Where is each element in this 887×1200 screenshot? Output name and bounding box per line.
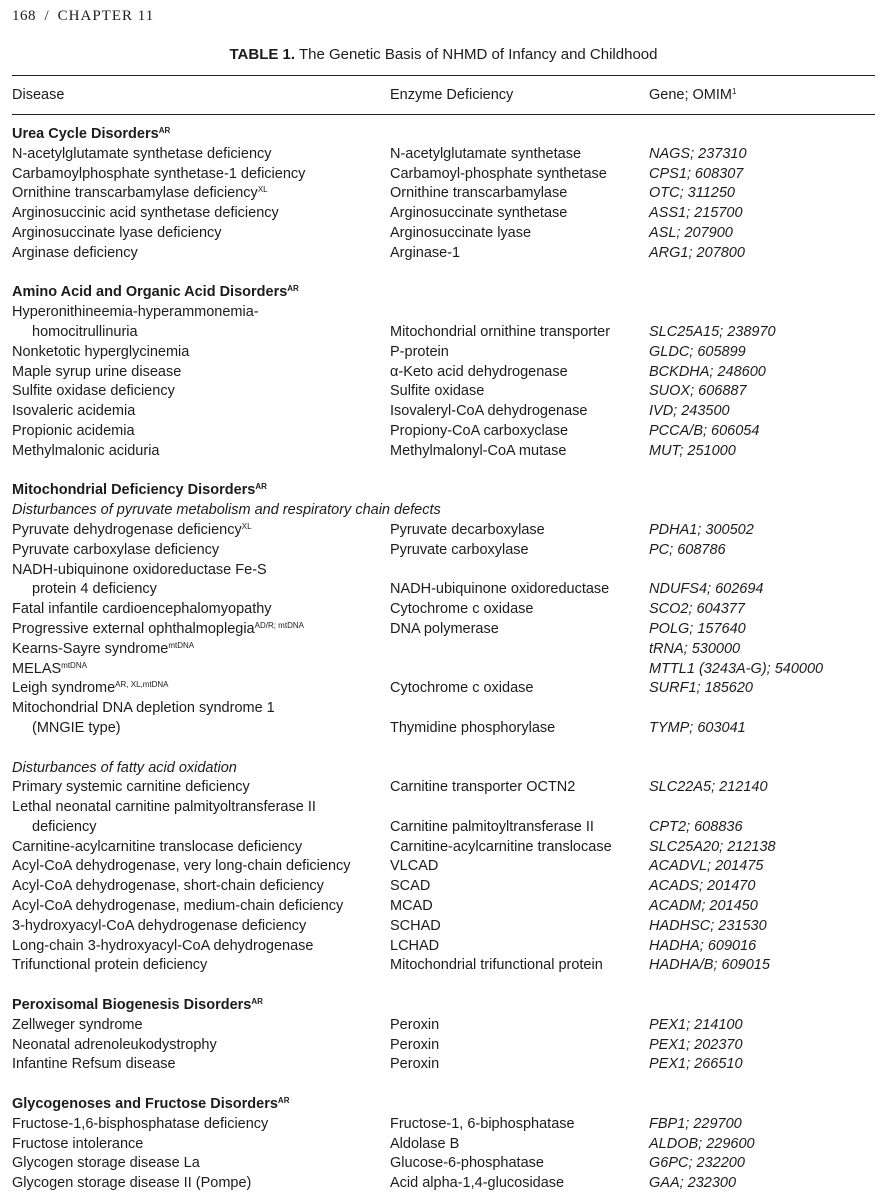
section-heading-row: [12, 1095, 875, 1115]
table-row: [12, 719, 875, 739]
inheritance-superscript: AR: [287, 284, 299, 294]
table-row: [12, 897, 875, 917]
disease-cell: [12, 363, 390, 383]
gene-cell: [649, 303, 875, 323]
gene-cell: ASL; 207900: [649, 224, 733, 241]
disease-text: Acyl-CoA dehydrogenase, medium-chain deficiency: [12, 898, 344, 915]
disease-text: Progressive external ophthalmoplegia: [12, 620, 255, 637]
enzyme-cell: Carnitine palmitoyltransferase II: [390, 818, 594, 835]
disease-text: Infantine Refsum disease: [12, 1056, 176, 1073]
subsection-heading-row: [12, 759, 875, 779]
gene-cell: [649, 798, 875, 818]
disease-text: Mitochondrial Deficiency Disorders: [12, 482, 256, 499]
gene-cell: [649, 481, 875, 501]
enzyme-cell: LCHAD: [390, 937, 440, 954]
gene-cell: PC; 608786: [649, 541, 726, 558]
disease-cell: [12, 818, 390, 838]
inheritance-superscript: mtDNA: [168, 640, 195, 650]
enzyme-cell: DNA polymerase: [390, 620, 499, 637]
running-head: [12, 8, 154, 25]
table-header-rule: [12, 114, 875, 115]
disease-cell: [12, 620, 390, 640]
disease-cell: [12, 838, 390, 858]
disease-cell: [12, 640, 390, 660]
gene-cell: ALDOB; 229600: [649, 1135, 755, 1152]
disease-text: Zellweger syndrome: [12, 1016, 143, 1033]
gene-cell: GAA; 232300: [649, 1175, 737, 1192]
disease-cell: [12, 521, 390, 541]
disease-cell: [12, 937, 390, 957]
gene-cell: ACADS; 201470: [649, 878, 756, 895]
spacer-row: [12, 976, 875, 996]
table-row: [12, 778, 875, 798]
gene-cell: ACADM; 201450: [649, 898, 758, 915]
table-row: [12, 1135, 875, 1155]
disease-text: 3-hydroxyacyl-CoA dehydrogenase deficiency: [12, 917, 307, 934]
section-title: [12, 996, 390, 1016]
disease-cell: [12, 877, 390, 897]
disease-text: Carnitine-acylcarnitine translocase deficiency: [12, 838, 303, 855]
disease-cell: [12, 343, 390, 363]
section-heading-row: [12, 125, 875, 145]
gene-cell: SLC25A20; 212138: [649, 838, 776, 855]
disease-cell: [12, 442, 390, 462]
gene-cell: ASS1; 215700: [649, 205, 743, 222]
disease-text: Carbamoylphosphate synthetase-1 deficiency: [12, 165, 306, 182]
disease-text: Arginase deficiency: [12, 244, 138, 261]
table-row: [12, 620, 875, 640]
enzyme-cell: SCHAD: [390, 917, 441, 934]
disease-cell: [12, 422, 390, 442]
enzyme-cell: NADH-ubiquinone oxidoreductase: [390, 581, 610, 598]
gene-cell: HADHA; 609016: [649, 937, 757, 954]
gene-cell: [649, 125, 875, 145]
enzyme-cell: Methylmalonyl-CoA mutase: [390, 442, 567, 459]
enzyme-cell: [390, 798, 649, 818]
table-row: [12, 422, 875, 442]
table-row: [12, 244, 875, 264]
disease-cell: [12, 541, 390, 561]
gene-cell: SCO2; 604377: [649, 601, 745, 618]
disease-cell: [12, 303, 390, 323]
disease-cell: [12, 699, 390, 719]
enzyme-cell: Arginosuccinate lyase: [390, 224, 532, 241]
disease-cell: [12, 778, 390, 798]
table-row: [12, 917, 875, 937]
enzyme-cell: [390, 125, 649, 145]
disease-text: Isovaleric acidemia: [12, 403, 136, 420]
table-row: [12, 165, 875, 185]
enzyme-cell: Thymidine phosphorylase: [390, 719, 556, 736]
disease-text: Ornithine transcarbamylase deficiency: [12, 185, 258, 202]
table-caption-text: The Genetic Basis of NHMD of Infancy and Childhood: [295, 46, 658, 63]
spacer-row: [12, 462, 875, 482]
enzyme-cell: MCAD: [390, 898, 433, 915]
disease-text: Methylmalonic aciduria: [12, 442, 160, 459]
enzyme-cell: Glucose-6-phosphatase: [390, 1155, 544, 1172]
inheritance-superscript: AR: [251, 997, 263, 1007]
enzyme-cell: Isovaleryl-CoA dehydrogenase: [390, 403, 588, 420]
disease-text: NADH-ubiquinone oxidoreductase Fe-S: [12, 561, 267, 578]
section-heading-row: [12, 481, 875, 501]
gene-cell: SLC25A15; 238970: [649, 323, 776, 340]
disease-text: Neonatal adrenoleukodystrophy: [12, 1036, 217, 1053]
table-body: [12, 125, 875, 1194]
enzyme-cell: Ornithine transcarbamylase: [390, 185, 568, 202]
disease-text: Maple syrup urine disease: [12, 363, 182, 380]
disease-cell: [12, 561, 390, 581]
gene-cell: [649, 759, 875, 779]
gene-cell: NAGS; 237310: [649, 145, 747, 162]
disease-cell: [12, 1016, 390, 1036]
disease-cell: [12, 1174, 390, 1194]
section-heading-row: [12, 996, 875, 1016]
disease-text: Fatal infantile cardioencephalomyopathy: [12, 601, 272, 618]
disease-cell: [12, 145, 390, 165]
disease-text: Long-chain 3-hydroxyacyl-CoA dehydrogenase: [12, 937, 314, 954]
table-row: [12, 1154, 875, 1174]
disease-text: Fructose-1,6-bisphosphatase deficiency: [12, 1115, 269, 1132]
gene-cell: HADHSC; 231530: [649, 917, 767, 934]
disease-cell: [12, 402, 390, 422]
table-row: [12, 679, 875, 699]
inheritance-superscript: AR, XL,mtDNA: [115, 680, 169, 690]
gene-cell: GLDC; 605899: [649, 343, 746, 360]
gene-cell: ACADVL; 201475: [649, 858, 764, 875]
running-head-separator: /: [44, 8, 50, 24]
table-row: [12, 561, 875, 581]
disease-text: homocitrullinuria: [32, 323, 138, 340]
disease-cell: [12, 1115, 390, 1135]
disease-text: (MNGIE type): [32, 719, 121, 736]
enzyme-cell: Arginase-1: [390, 244, 461, 261]
disease-text: Kearns-Sayre syndrome: [12, 640, 169, 657]
table-row: [12, 937, 875, 957]
table-row: [12, 204, 875, 224]
enzyme-cell: α-Keto acid dehydrogenase: [390, 363, 568, 380]
enzyme-cell: Aldolase B: [390, 1135, 460, 1152]
disease-text: Sulfite oxidase deficiency: [12, 383, 175, 400]
enzyme-cell: Arginosuccinate synthetase: [390, 205, 568, 222]
enzyme-cell: Carnitine-acylcarnitine translocase: [390, 838, 612, 855]
gene-cell: BCKDHA; 248600: [649, 363, 766, 380]
gene-cell: CPS1; 608307: [649, 165, 744, 182]
table-top-rule: [12, 75, 875, 76]
section-title: [12, 283, 390, 303]
table-row: [12, 857, 875, 877]
page-number: 168: [12, 8, 36, 24]
disease-text: Glycogenoses and Fructose Disorders: [12, 1096, 278, 1113]
inheritance-superscript: AR: [158, 126, 171, 135]
gene-cell: SUOX; 606887: [649, 383, 747, 400]
table-row: [12, 303, 875, 323]
enzyme-cell: [390, 283, 649, 303]
disease-cell: [12, 1154, 390, 1174]
disease-cell: [12, 798, 390, 818]
disease-text: Peroxisomal Biogenesis Disorders: [12, 997, 252, 1014]
table-row: [12, 224, 875, 244]
gene-cell: CPT2; 608836: [649, 818, 743, 835]
table-row: [12, 699, 875, 719]
enzyme-cell: [390, 303, 649, 323]
enzyme-cell: Peroxin: [390, 1056, 440, 1073]
gene-cell: ARG1; 207800: [649, 244, 745, 261]
table-row: [12, 402, 875, 422]
table-row: [12, 838, 875, 858]
enzyme-cell: [390, 561, 649, 581]
disease-cell: [12, 382, 390, 402]
gene-cell: HADHA/B; 609015: [649, 957, 770, 974]
enzyme-cell: Pyruvate carboxylase: [390, 541, 529, 558]
enzyme-cell: [390, 699, 649, 719]
disease-cell: [12, 184, 390, 204]
table-row: [12, 1036, 875, 1056]
enzyme-cell: Pyruvate decarboxylase: [390, 521, 545, 538]
section-title: [12, 1095, 390, 1115]
enzyme-cell: [390, 660, 649, 680]
table-row: [12, 363, 875, 383]
gene-cell: PDHA1; 300502: [649, 521, 754, 538]
enzyme-cell: [390, 996, 649, 1016]
enzyme-cell: Carnitine transporter OCTN2: [390, 779, 576, 796]
subsection-title: [12, 501, 441, 521]
inheritance-superscript: AR: [255, 482, 267, 492]
disease-cell: [12, 1135, 390, 1155]
disease-cell: [12, 857, 390, 877]
gene-cell: PCCA/B; 606054: [649, 422, 760, 439]
column-header-gene: [649, 87, 736, 103]
inheritance-superscript: mtDNA: [61, 660, 87, 670]
gene-cell: OTC; 311250: [649, 185, 735, 202]
gene-cell: IVD; 243500: [649, 403, 730, 420]
enzyme-cell: SCAD: [390, 878, 431, 895]
section-title: [12, 481, 390, 501]
disease-text: Mitochondrial DNA depletion syndrome 1: [12, 700, 275, 717]
table-row: [12, 798, 875, 818]
gene-cell: SURF1; 185620: [649, 680, 753, 697]
gene-cell: SLC22A5; 212140: [649, 779, 768, 796]
table-caption-label: TABLE 1.: [229, 46, 296, 63]
gene-cell: PEX1; 214100: [649, 1016, 743, 1033]
table-row: [12, 1016, 875, 1036]
disease-text: N-acetylglutamate synthetase deficiency: [12, 145, 272, 162]
table-row: [12, 580, 875, 600]
table-row: [12, 956, 875, 976]
disease-cell: [12, 917, 390, 937]
gene-cell: [649, 501, 875, 521]
disease-cell: [12, 165, 390, 185]
spacer-row: [12, 739, 875, 759]
disease-text: Trifunctional protein deficiency: [12, 957, 208, 974]
disease-cell: [12, 600, 390, 620]
gene-cell: [649, 283, 875, 303]
inheritance-superscript: XL: [241, 521, 252, 531]
table-row: [12, 1115, 875, 1135]
disease-text: Disturbances of pyruvate metabolism and respiratory chain defects: [12, 502, 441, 519]
disease-text: Hyperonithineemia-hyperammonemia-: [12, 304, 259, 321]
table-row: [12, 660, 875, 680]
table-caption: [0, 46, 887, 63]
disease-text: Glycogen storage disease La: [12, 1155, 200, 1172]
disease-cell: [12, 719, 390, 739]
section-title: [12, 125, 390, 145]
disease-text: Amino Acid and Organic Acid Disorders: [12, 284, 288, 301]
disease-cell: [12, 1036, 390, 1056]
disease-cell: [12, 897, 390, 917]
table-row: [12, 1174, 875, 1194]
table-row: [12, 382, 875, 402]
subsection-title: [12, 759, 390, 779]
gene-cell: [649, 996, 875, 1016]
table-row: [12, 323, 875, 343]
enzyme-cell: Fructose-1, 6-biphosphatase: [390, 1115, 575, 1132]
gene-cell: FBP1; 229700: [649, 1115, 742, 1132]
enzyme-cell: [390, 1095, 649, 1115]
table-row: [12, 640, 875, 660]
chapter-label: CHAPTER 11: [57, 8, 155, 24]
gene-cell: MUT; 251000: [649, 442, 736, 459]
disease-text: Primary systemic carnitine deficiency: [12, 779, 250, 796]
disease-text: Glycogen storage disease II (Pompe): [12, 1175, 252, 1192]
enzyme-cell: Cytochrome c oxidase: [390, 680, 534, 697]
disease-cell: [12, 660, 390, 680]
gene-cell: PEX1; 266510: [649, 1056, 743, 1073]
gene-cell: TYMP; 603041: [649, 719, 746, 736]
table-row: [12, 600, 875, 620]
table-row: [12, 541, 875, 561]
gene-cell: MTTL1 (3243A-G); 540000: [649, 660, 824, 677]
disease-text: Arginosuccinate lyase deficiency: [12, 224, 222, 241]
enzyme-cell: Sulfite oxidase: [390, 383, 485, 400]
inheritance-superscript: XL: [257, 185, 268, 195]
disease-cell: [12, 204, 390, 224]
enzyme-cell: Mitochondrial trifunctional protein: [390, 957, 603, 974]
table-row: [12, 184, 875, 204]
disease-cell: [12, 580, 390, 600]
table-row: [12, 521, 875, 541]
subsection-heading-row: [12, 501, 875, 521]
enzyme-cell: Peroxin: [390, 1036, 440, 1053]
disease-text: Urea Cycle Disorders: [12, 126, 159, 142]
enzyme-cell: VLCAD: [390, 858, 439, 875]
disease-cell: [12, 224, 390, 244]
table-row: [12, 818, 875, 838]
disease-text: deficiency: [32, 818, 97, 835]
disease-text: Acyl-CoA dehydrogenase, short-chain deficiency: [12, 878, 324, 895]
column-header-disease: Disease: [12, 87, 65, 103]
disease-text: protein 4 deficiency: [32, 581, 157, 598]
table-row: [12, 145, 875, 165]
enzyme-cell: Peroxin: [390, 1016, 440, 1033]
enzyme-cell: N-acetylglutamate synthetase: [390, 145, 582, 162]
disease-cell: [12, 956, 390, 976]
disease-cell: [12, 244, 390, 264]
disease-text: MELAS: [12, 660, 62, 677]
table-row: [12, 1055, 875, 1075]
inheritance-superscript: AD/R; mtDNA: [254, 620, 304, 630]
disease-text: Propionic acidemia: [12, 422, 135, 439]
footnote-marker: 1: [732, 87, 737, 96]
gene-cell: [649, 1095, 875, 1115]
gene-cell: PEX1; 202370: [649, 1036, 743, 1053]
gene-cell: [649, 561, 875, 581]
disease-text: Disturbances of fatty acid oxidation: [12, 759, 237, 776]
disease-text: Arginosuccinic acid synthetase deficiency: [12, 205, 279, 222]
table-row: [12, 877, 875, 897]
inheritance-superscript: AR: [277, 1096, 290, 1106]
spacer-row: [12, 264, 875, 284]
disease-cell: [12, 323, 390, 343]
section-heading-row: [12, 283, 875, 303]
column-header-gene-label: Gene; OMIM: [649, 87, 732, 103]
disease-cell: [12, 1055, 390, 1075]
enzyme-cell: [390, 481, 649, 501]
disease-text: Pyruvate dehydrogenase deficiency: [12, 521, 242, 538]
disease-text: Lethal neonatal carnitine palmityoltransferase II: [12, 799, 316, 816]
enzyme-cell: [390, 759, 649, 779]
disease-text: Pyruvate carboxylase deficiency: [12, 541, 220, 558]
gene-cell: tRNA; 530000: [649, 640, 741, 657]
disease-text: Acyl-CoA dehydrogenase, very long-chain deficiency: [12, 858, 351, 875]
disease-text: Leigh syndrome: [12, 680, 116, 697]
enzyme-cell: Propiony-CoA carboxyclase: [390, 422, 569, 439]
enzyme-cell: [390, 640, 649, 660]
enzyme-cell: Acid alpha-1,4-glucosidase: [390, 1175, 565, 1192]
enzyme-cell: Carbamoyl-phosphate synthetase: [390, 165, 607, 182]
enzyme-cell: Cytochrome c oxidase: [390, 601, 534, 618]
gene-cell: G6PC; 232200: [649, 1155, 745, 1172]
column-header-enzyme: Enzyme Deficiency: [390, 87, 514, 103]
enzyme-cell: Mitochondrial ornithine transporter: [390, 323, 611, 340]
gene-cell: NDUFS4; 602694: [649, 581, 764, 598]
gene-cell: POLG; 157640: [649, 620, 746, 637]
disease-text: Fructose intolerance: [12, 1135, 144, 1152]
enzyme-cell: [390, 501, 649, 521]
enzyme-cell: P-protein: [390, 343, 449, 360]
table-row: [12, 343, 875, 363]
spacer-row: [12, 1075, 875, 1095]
disease-text: Nonketotic hyperglycinemia: [12, 343, 190, 360]
disease-cell: [12, 679, 390, 699]
gene-cell: [649, 699, 875, 719]
table-row: [12, 442, 875, 462]
